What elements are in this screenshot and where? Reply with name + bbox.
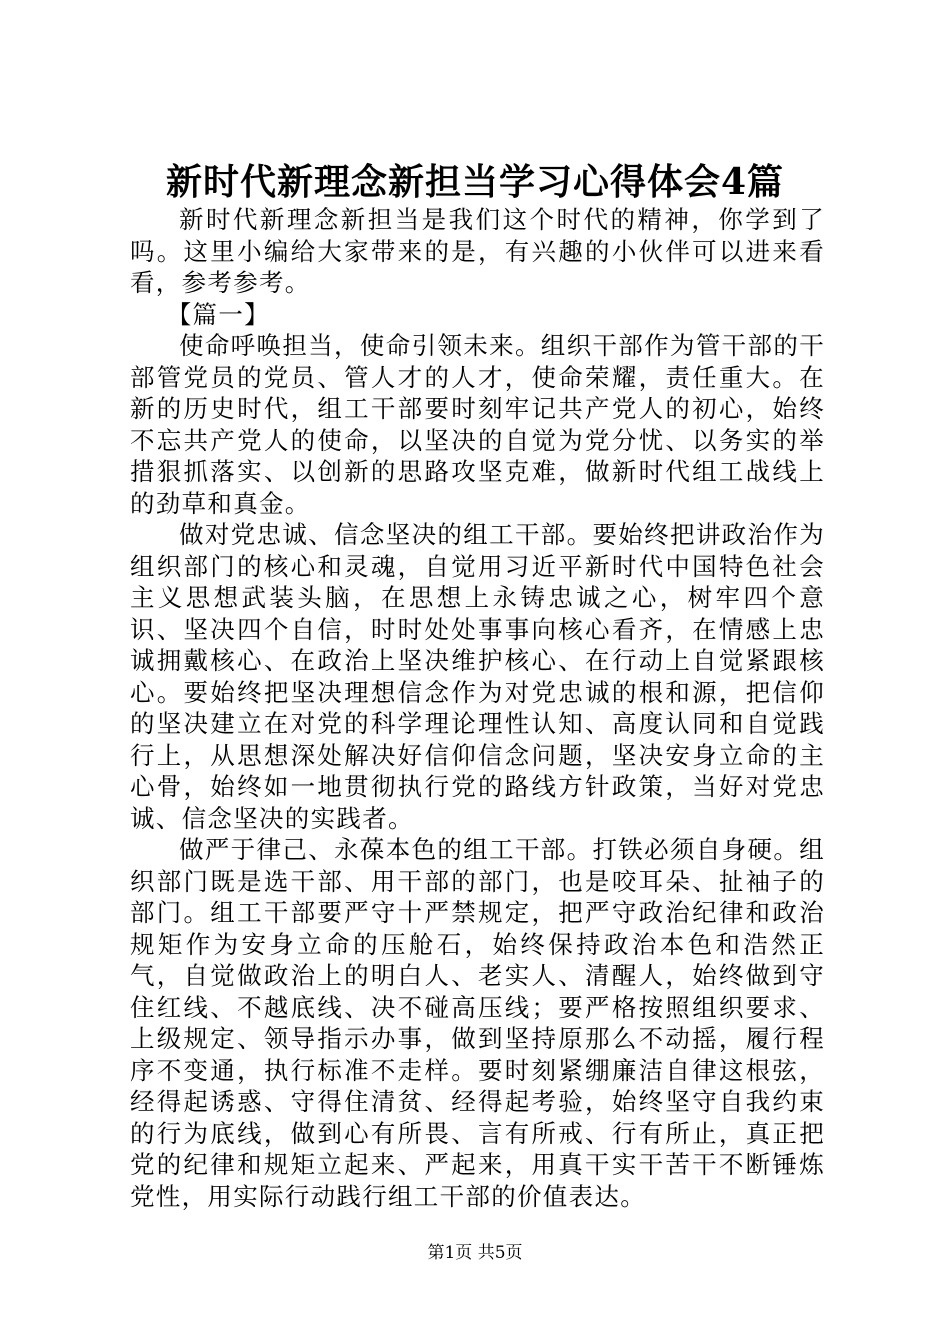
body-paragraph: 使命呼唤担当，使命引领未来。组织干部作为管干部的干部管党员的党员、管人才的人才，使命荣耀，责任重大。在新的历史时代，组工干部要时刻牢记共产党人的初心，始终不忘共产党人的使命，以坚决的自觉为党分忧、以务实的举措狠抓落实、以创新的思路攻坚克难，做新时代组工战线上的劲草和真金。 (130, 331, 825, 518)
section-heading: 【篇一】 (166, 299, 270, 329)
body-paragraph: 做严于律己、永葆本色的组工干部。打铁必须自身硬。组织部门既是选干部、用干部的部门，也是咬耳朵、扯袖子的部门。组工干部要严守十严禁规定，把严守政治纪律和政治规矩作为安身立命的压舱石，始终保持政治本色和浩然正气，自觉做政治上的明白人、老实人、清醒人，始终做到守住红线、不越底线、决不碰高压线；要严格按照组织要求、上级规定、领导指示办事，做到坚持原那么不动摇，履行程序不变通，执行标准不走样。要时刻紧绷廉洁自律这根弦，经得起诱惑、守得住清贫、经得起考验，始终坚守自我约束的行为底线，做到心有所畏、言有所戒、行有所止，真正把党的纪律和规矩立起来、严起来，用真干实干苦干不断锤炼党性，用实际行动践行组工干部的价值表达。 (130, 835, 825, 1211)
document-body (130, 204, 825, 1212)
body-paragraph: 做对党忠诚、信念坚决的组工干部。要始终把讲政治作为组织部门的核心和灵魂，自觉用习近平新时代中国特色社会主义思想武装头脑，在思想上永铸忠诚之心，树牢四个意识、坚决四个自信，时时处处事事向核心看齐，在情感上忠诚拥戴核心、在政治上坚决维护核心、在行动上自觉紧跟核心。要始终把坚决理想信念作为对党忠诚的根和源，把信仰的坚决建立在对党的科学理论理性认知、高度认同和自觉践行上，从思想深处解决好信仰信念问题，坚决安身立命的主心骨，始终如一地贯彻执行党的路线方针政策，当好对党忠诚、信念坚决的实践者。 (130, 520, 825, 833)
page-number-footer: 第1页 共5页 (427, 1243, 523, 1263)
intro-paragraph: 新时代新理念新担当是我们这个时代的精神，你学到了吗。这里小编给大家带来的是，有兴趣的小伙伴可以进来看看，参考参考。 (130, 205, 825, 297)
document-title: 新时代新理念新担当学习心得体会4篇 (165, 161, 785, 203)
